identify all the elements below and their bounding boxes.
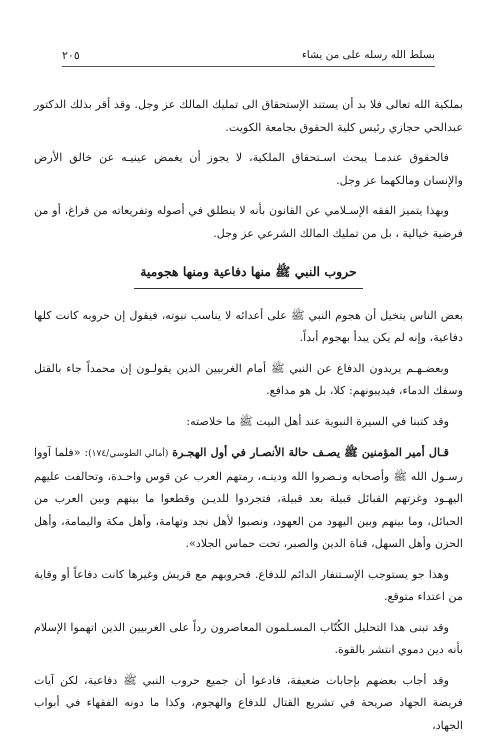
- paragraph-4: بعض الناس يتخيل أن هجوم النبي ﷺ على أعدائه لا يناسب نبوته، فيقول إن حروبه كانت كلها دفاعية، وإنه لم يكن يبدأ بهجوم أبداً.: [34, 308, 463, 344]
- running-head-title: بسلط الله رسله على من يشاء: [301, 49, 435, 61]
- section-heading: [34, 261, 463, 293]
- body-text: [34, 94, 463, 745]
- paragraph-10: وقد أجاب بعضهم بإجابات ضعيفة، فادعوا أن جميع حروب النبي ﷺ دفاعية، لكن آيات فريضة الجهاد صريحة في تشريع القتال للدفاع والهجوم، وكذا ما دونه الفقهاء في أبواب الجهاد،: [34, 673, 463, 732]
- paragraph-7: [34, 441, 463, 556]
- paragraph-1: بملكية الله تعالى فلا بد أن يستند الإستحقاق الى تمليك المالك عز وجل. وقد أقر بذلك الدكتور عبدالحي حجازي رئيس كلية الحقوق بجامعة الكويت.: [34, 98, 463, 134]
- paragraph-3: وبهذا يتميز الفقه الإسـلامي عن القانون بأنه لا ينطلق في أصوله وتفريعاته من فراغ، أو من فرضية خيالية ، بل من تمليك المالك الشرعي عز وجل.: [34, 204, 463, 240]
- quote-source: (أمالي الطوسي/١٧٤): [88, 449, 169, 459]
- header-rule: [62, 66, 435, 67]
- paragraph-5: وبعضـهـم يريدون الدفاع عن النبي ﷺ أمام الغربيين الذين يقولـون إن محمداً جاء بالقتل وسفك الدماء، فيديبونهم: كلا، بل هو مدافع.: [34, 361, 463, 397]
- running-header: [62, 46, 435, 64]
- paragraph-9: وقد تبنى هذا التحليل الكُتّاب المسـلمون المعاصرون رداً على الغربيين الذين اتهموا الإسلام بأنه دين دموي انتشر بالقوة.: [34, 620, 463, 656]
- paragraph-8: وهذا جو يستوجب الإسـتنفار الدائم للدفاع. فحروبهم مع قريش وغيرها كانت دفاعاً أو وقاية من اعتداء متوقع.: [34, 567, 463, 603]
- paragraph-6: وقد كتبنا في السيرة النبوية عند أهل البيت ﷺ ما خلاصته:: [186, 414, 449, 428]
- quote-attribution: قـال أمير المؤمنين ﷺ يصـف حالة الأنصـار في أول الهجـرة: [172, 445, 450, 459]
- section-heading-text: حروب النبي ﷺ منها دفاعية ومنها هجومية: [134, 261, 363, 289]
- paragraph-2: فالحقوق عندمـا يبحث اسـتحقاق الملكية، لا يجوز أن يغمض عينيـه عن خالق الأرض والإنسان ومالكهما عز وجل.: [34, 151, 463, 187]
- page-number: ٢٠٥: [62, 48, 80, 62]
- quote-text: : «فلما آووا رسـول الله ﷺ وأصحابه ونـصروا الله ودينـه، رمتهم العرب عن قوس واحـدة، وتحالفت عليهم اليهـود وغزتهم القبائل قبيلة بعد قبيلة، فتجردوا للديـن وقطعوا ما بينهم وبين العرب من الحبائل، وما بينهم وبين اليهود من العهود، ونصبوا لأهل نجد وتهامة، وأهل مكة واليمامة، وأهل الحزن وأهل السهل، قناة الدين والصبر، تحت حماس الجلاد».: [34, 446, 463, 550]
